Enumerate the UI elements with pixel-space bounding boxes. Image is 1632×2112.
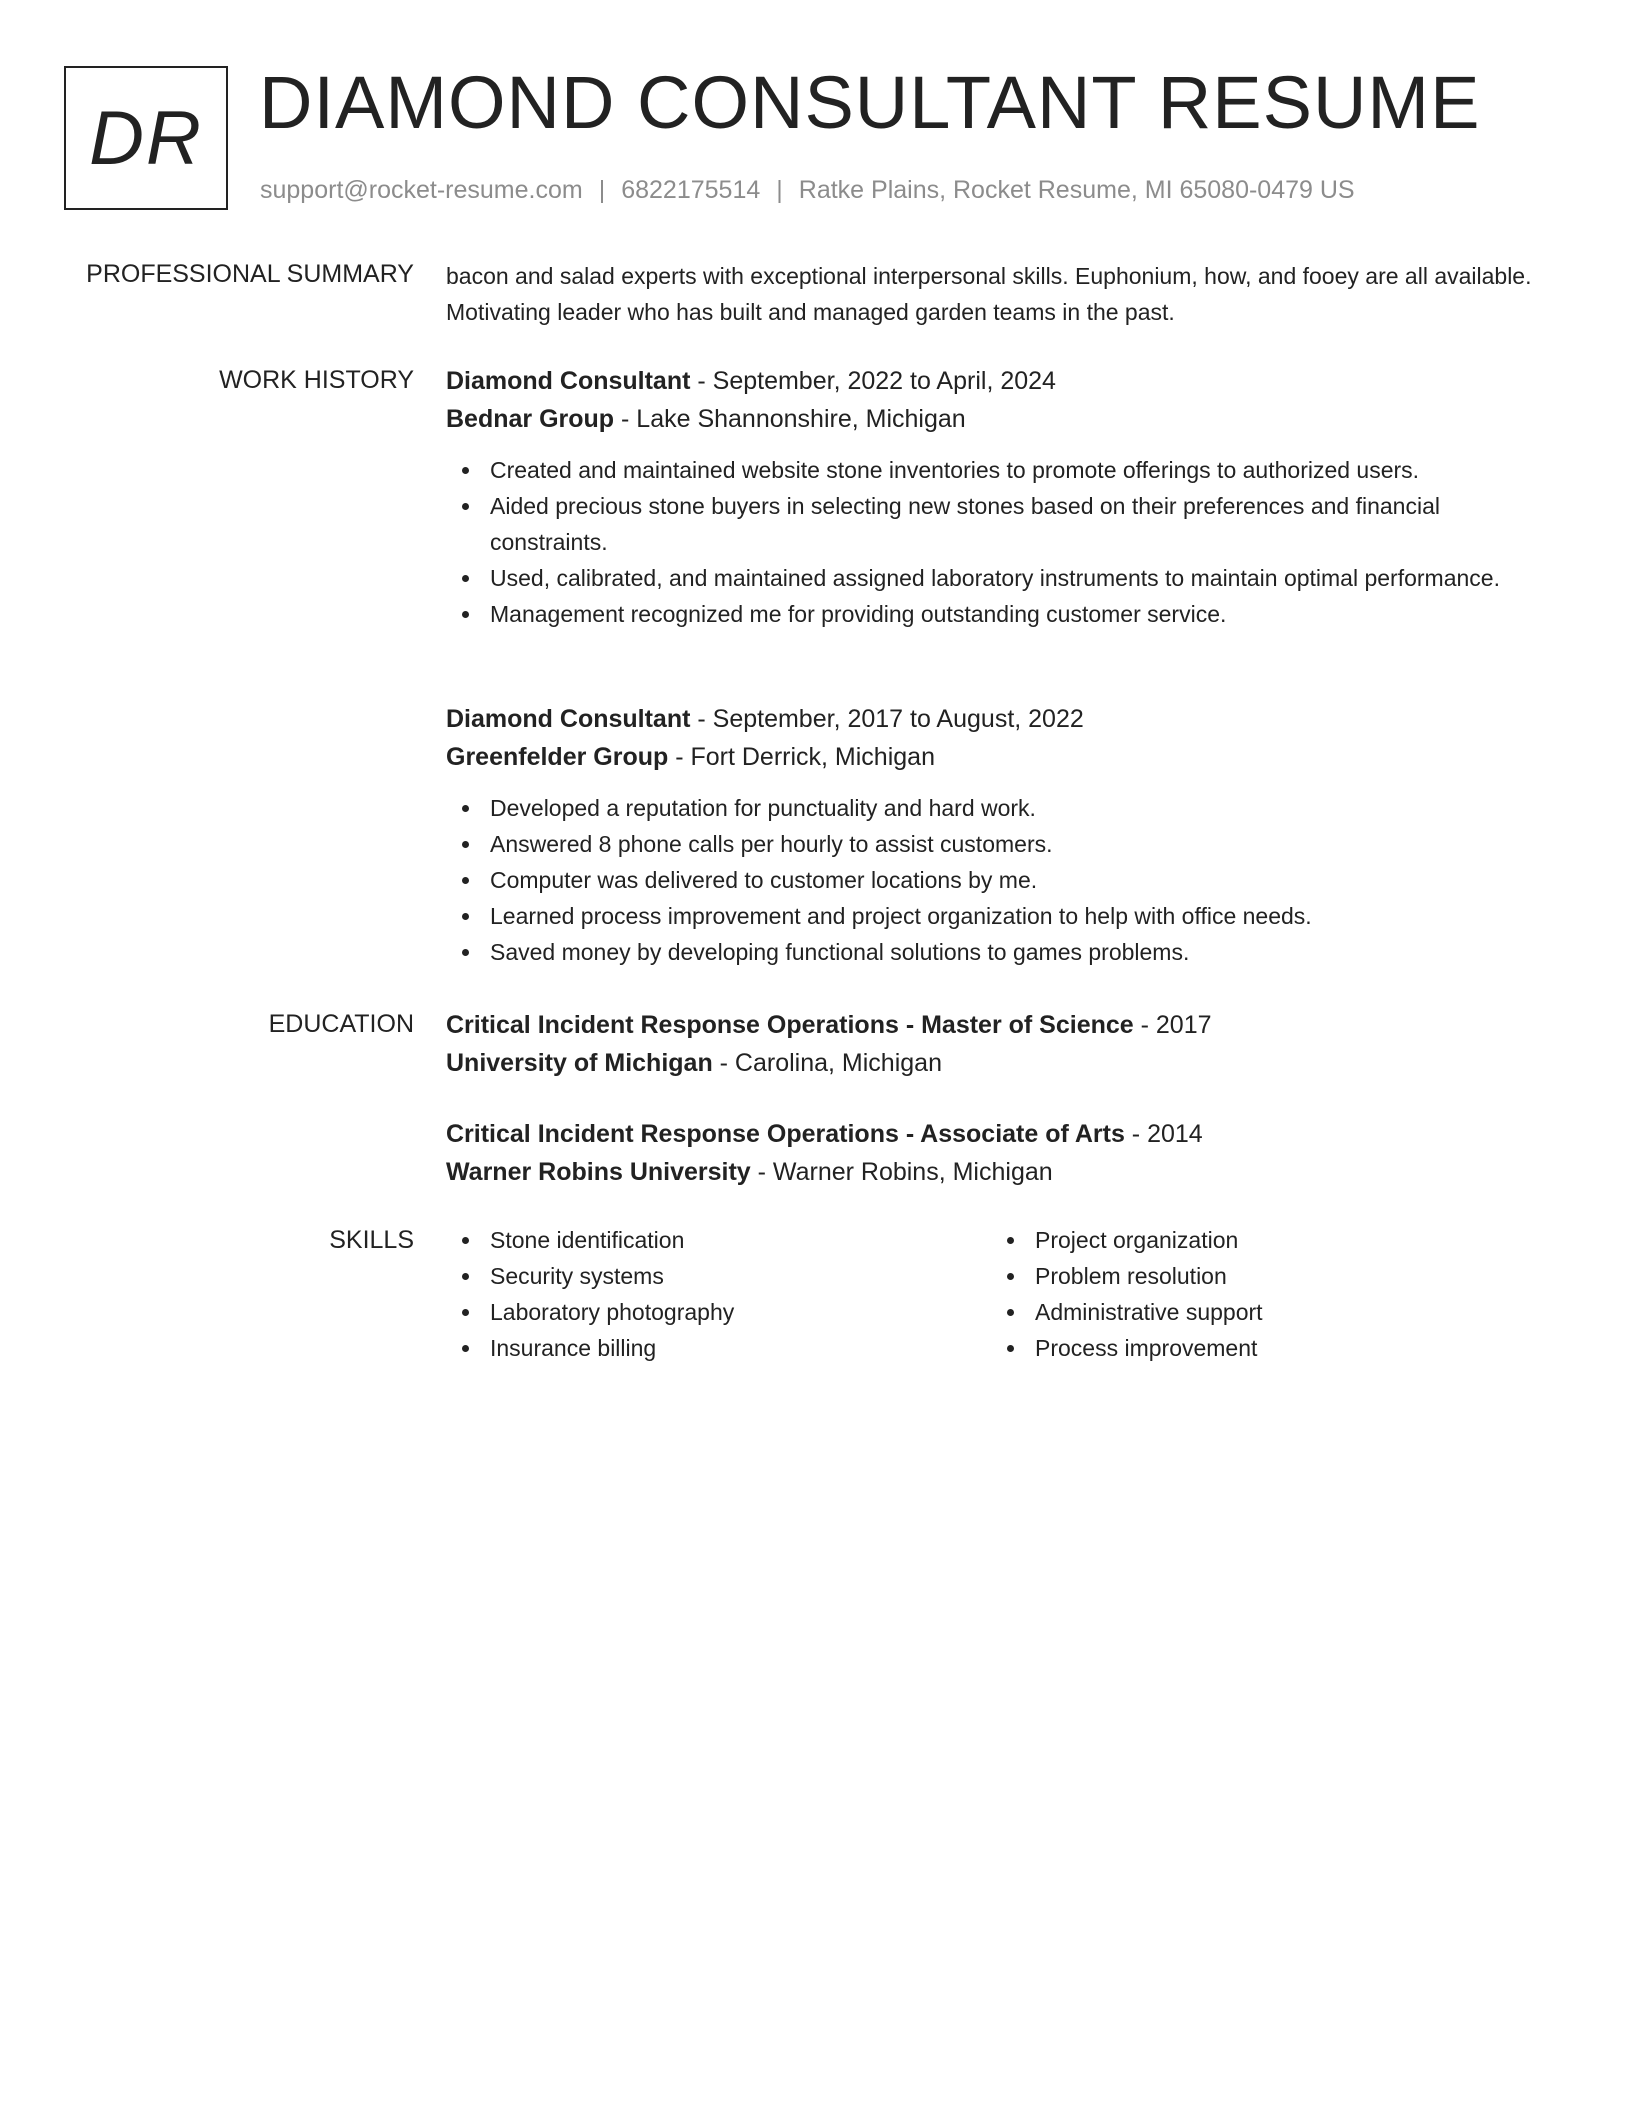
education-year: - 2017 — [1133, 1011, 1212, 1039]
list-item: Computer was delivered to customer locations by me. — [446, 862, 1536, 898]
skills-columns — [446, 1222, 1536, 1366]
contact-line — [260, 174, 1355, 206]
skill-item: Administrative support — [991, 1294, 1536, 1330]
contact-address: Ratke Plains, Rocket Resume, MI 65080-0479 US — [798, 176, 1355, 204]
skill-item: Insurance billing — [446, 1330, 991, 1366]
job-location: - Lake Shannonshire, Michigan — [614, 405, 966, 433]
list-item: Learned process improvement and project organization to help with office needs. — [446, 898, 1536, 934]
skills-column-left — [446, 1222, 991, 1366]
monogram-initials: DR — [89, 95, 203, 181]
job-company-line — [446, 400, 1536, 438]
education-year: - 2014 — [1124, 1120, 1203, 1148]
education-school: Warner Robins University — [446, 1158, 751, 1186]
section-label-skills: SKILLS — [329, 1226, 414, 1254]
job-title-line — [446, 700, 1536, 738]
list-item: Created and maintained website stone inventories to promote offerings to authorized users. — [446, 452, 1536, 488]
skill-item: Project organization — [991, 1222, 1536, 1258]
list-item: Answered 8 phone calls per hourly to assist customers. — [446, 826, 1536, 862]
skill-item: Stone identification — [446, 1222, 991, 1258]
education-degree-line — [446, 1115, 1536, 1153]
skill-item: Security systems — [446, 1258, 991, 1294]
education-school-line — [446, 1153, 1536, 1191]
job-company: Greenfelder Group — [446, 743, 669, 771]
job-company: Bednar Group — [446, 405, 615, 433]
summary-content — [446, 258, 1536, 330]
list-item: Saved money by developing functional solutions to games problems. — [446, 934, 1536, 970]
education-location: - Warner Robins, Michigan — [750, 1158, 1053, 1186]
job-dates: - September, 2022 to April, 2024 — [690, 367, 1056, 395]
education-entry — [446, 1006, 1536, 1082]
education-degree: Critical Incident Response Operations - Associate of Arts — [446, 1120, 1125, 1148]
job-entry — [446, 700, 1536, 970]
skills-column-right — [991, 1222, 1536, 1366]
job-location: - Fort Derrick, Michigan — [668, 743, 935, 771]
education-school: University of Michigan — [446, 1049, 713, 1077]
list-item: Management recognized me for providing outstanding customer service. — [446, 596, 1536, 632]
contact-separator: | — [598, 176, 606, 204]
job-entry — [446, 362, 1536, 632]
skill-item: Process improvement — [991, 1330, 1536, 1366]
job-bullets — [446, 452, 1536, 632]
list-item: Aided precious stone buyers in selecting new stones based on their preferences and financial constraints. — [446, 488, 1536, 560]
contact-phone: 6822175514 — [621, 176, 761, 204]
contact-separator: | — [776, 176, 783, 204]
education-school-line — [446, 1044, 1536, 1082]
skill-item: Problem resolution — [991, 1258, 1536, 1294]
resume-title: DIAMOND CONSULTANT RESUME — [259, 61, 1481, 144]
job-bullets — [446, 790, 1536, 970]
skills-content — [446, 1222, 1536, 1366]
skill-item: Laboratory photography — [446, 1294, 991, 1330]
job-title: Diamond Consultant — [446, 367, 691, 395]
contact-email: support@rocket-resume.com — [260, 176, 583, 204]
section-label-education: EDUCATION — [268, 1010, 414, 1038]
education-degree: Critical Incident Response Operations - Master of Science — [446, 1011, 1134, 1039]
job-dates: - September, 2017 to August, 2022 — [690, 705, 1084, 733]
education-entry — [446, 1115, 1536, 1191]
education-degree-line — [446, 1006, 1536, 1044]
job-title: Diamond Consultant — [446, 705, 691, 733]
list-item: Developed a reputation for punctuality and hard work. — [446, 790, 1536, 826]
summary-text: bacon and salad experts with exceptional interpersonal skills. Euphonium, how, and fooey are all available. Motivating leader who has built and managed garden teams in the past. — [446, 263, 1532, 325]
section-label-work-history: WORK HISTORY — [219, 366, 414, 394]
list-item: Used, calibrated, and maintained assigned laboratory instruments to maintain optimal performance. — [446, 560, 1536, 596]
section-label-summary: PROFESSIONAL SUMMARY — [86, 260, 414, 288]
job-title-line — [446, 362, 1536, 400]
monogram-box — [64, 66, 228, 210]
job-company-line — [446, 738, 1536, 776]
education-location: - Carolina, Michigan — [712, 1049, 942, 1077]
